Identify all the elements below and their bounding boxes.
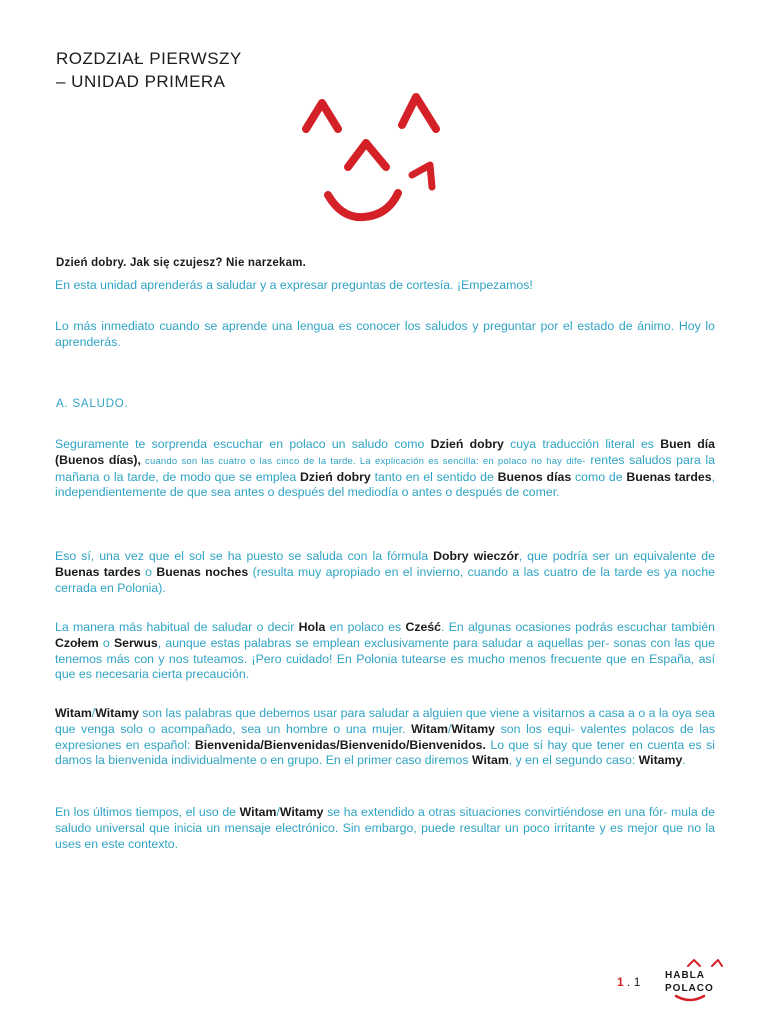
p1-keyword-buen-dia: Buen día (Buenos días), [55, 437, 715, 467]
p2-text-1: Eso sí, una vez que el sol se ha puesto se saluda con la fórmula [55, 549, 434, 563]
chapter-title [56, 47, 242, 93]
p3-text-3: . En algunas ocasiones podrás escuchar también [441, 620, 715, 634]
p3-text-1: La manera más habitual de saludar o decir [55, 620, 299, 634]
p5-text-1: En los últimos tiempos, el uso de [55, 805, 240, 819]
p2-text-4: (resulta muy apropiado en el invierno, cuando a las cuatro de la tarde es ya noche cerrada en Polonia). [55, 564, 715, 595]
p1-keyword-buenos-dias: Buenos días [497, 469, 572, 484]
paragraph-czesc [55, 620, 715, 683]
p3-keyword-czesc: Cześć [405, 620, 441, 634]
right-eye-icon [402, 97, 436, 129]
chapter-number: 1 [617, 975, 624, 989]
p3-text-5: , aunque estas palabras se emplean exclusivamente para saludar a aquellas per- sonas con las que tenemos más con y nos tuteamos. ¡Pero cuidado! En Polonia tutearse es mucho menos frecuente que en España, así que es necesaria cierta precaución. [55, 635, 715, 682]
p4-keyword-witam: Witam [55, 706, 92, 720]
chapter-title-spanish: – UNIDAD PRIMERA [56, 72, 226, 91]
intro-polish-phrase: Dzień dobry. Jak się czujesz? Nie narzekam. [56, 257, 306, 269]
p1-keyword-buenas-tardes: Buenas tardes [626, 469, 712, 484]
page-number-separator: . [623, 975, 634, 989]
p4-text-4: , y en el segundo caso: [508, 753, 639, 768]
p1-keyword-dzien-dobry-2: Dzień dobry [299, 469, 371, 484]
p5-slash: / [276, 805, 280, 819]
p2-text-3: o [140, 564, 157, 579]
p4-keyword-witam-3: Witam [471, 753, 509, 768]
p3-text-2: en polaco es [325, 620, 406, 634]
p4-text-3: Lo que sí hay que tener en cuenta es si damos la bienvenida individualmente o en grupo. En el primer caso diremos [55, 737, 716, 768]
logo-word-polaco: POLACO [665, 983, 714, 994]
page-number [617, 975, 640, 989]
p2-keyword-buenas-noches: Buenas noches [156, 564, 249, 579]
p1-text-7: , independientemente de que sea antes o después del mediodía o antes o después de comer. [55, 469, 715, 500]
p5-keyword-witam: Witam [239, 805, 277, 819]
intro-paragraph-2: Lo más inmediato cuando se aprende una lengua es conocer los saludos y preguntar por el estado de ánimo. Hoy lo aprenderás. [55, 319, 715, 349]
p4-keyword-witam-2: Witam [411, 721, 448, 736]
p4-text-5: . [682, 753, 686, 768]
p1-keyword-dzien-dobry: Dzień dobry [430, 437, 504, 451]
p3-keyword-serwus: Serwus [113, 635, 158, 650]
p1-text-6: como de [571, 469, 627, 484]
p2-text-2: , que podría ser un equivalente de [518, 549, 715, 563]
p3-keyword-czolem: Czołem [55, 635, 99, 650]
p4-text-2: son los equi- valentes polacos de las expresiones en español: [55, 721, 716, 752]
paragraph-dzien-dobry [55, 437, 715, 501]
cheek-mark-icon [412, 165, 432, 187]
p1-text-1: Seguramente te sorprenda escuchar en polaco un saludo como [55, 437, 431, 451]
p2-keyword-dobry-wieczor: Dobry wieczór [433, 549, 519, 563]
paragraph-dobry-wieczor [55, 549, 715, 596]
mouth-icon [328, 193, 398, 217]
logo-word-habla: HABLA [665, 970, 705, 981]
paragraph-witam [55, 706, 715, 769]
p4-slash-2: / [447, 721, 452, 736]
p4-slash-1: / [91, 706, 96, 720]
p4-keyword-witamy: Witamy [95, 706, 139, 720]
p4-keyword-witamy-3: Witamy [638, 753, 683, 768]
p5-keyword-witamy: Witamy [279, 805, 324, 819]
p4-keyword-bienvenidos: Bienvenida/Bienvenidas/Bienvenido/Bienvenidos. [194, 737, 486, 752]
paragraph-witam-email [55, 805, 715, 852]
p5-text-2: se ha extendido a otras situaciones convirtiéndose en una fór- mula de saludo universal que inicia un mensaje electrónico. Sin embargo, puede resultar un poco irritante y es mejor que no la uses en este contexto. [55, 805, 715, 851]
p4-keyword-witamy-2: Witamy [451, 721, 495, 736]
p3-keyword-hola: Hola [298, 620, 326, 634]
page-number-value: 1 [633, 975, 641, 989]
p2-keyword-buenas-tardes: Buenas tardes [55, 564, 141, 579]
p1-text-2: cuya traducción literal es [503, 437, 661, 451]
p1-text-3: cuando son las cuatro o las cinco de la tarde. La explicación es sencilla: en polaco no hay dife- [140, 455, 586, 467]
p3-text-4: o [98, 635, 114, 650]
chapter-title-polish: ROZDZIAŁ PIERWSZY [56, 49, 242, 68]
left-eye-icon [306, 103, 338, 129]
p4-text-1: son las palabras que debemos usar para saludar a alguien que viene a visitarnos a casa a o a la oya sea que venga solo o acompañado, sea un hombre o una mujer. [55, 706, 715, 736]
p1-text-4: rentes saludos para la mañana o la tarde, de modo que se emplea [55, 452, 715, 484]
nose-icon [348, 143, 386, 167]
habla-polaco-logo-icon [664, 958, 724, 1004]
intro-sentence: En esta unidad aprenderás a saludar y a expresar preguntas de cortesía. ¡Empezamos! [55, 278, 533, 292]
p1-text-5: tanto en el sentido de [370, 469, 498, 484]
smiley-face-icon [300, 85, 460, 235]
section-heading-saludo: A. SALUDO. [56, 398, 129, 410]
